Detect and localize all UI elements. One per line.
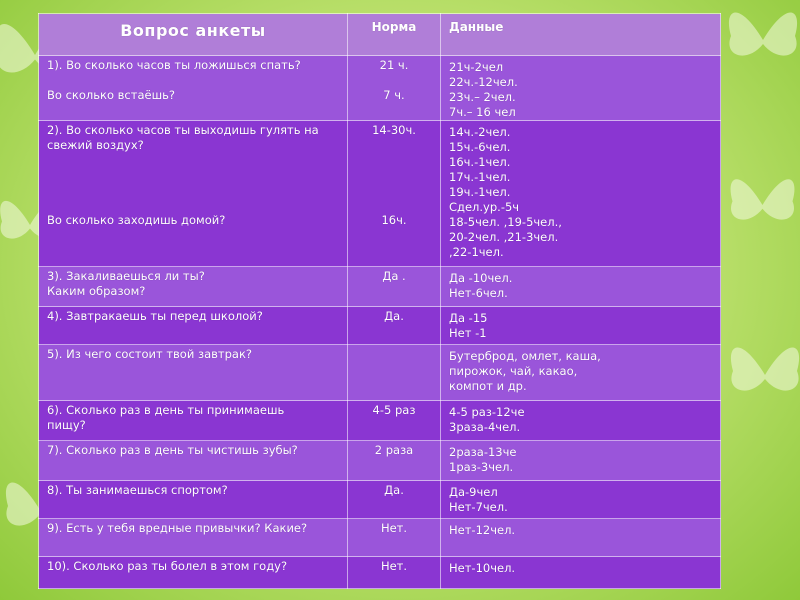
question-cell [39,401,348,441]
question-cell [39,56,348,121]
data-text: Нет-10чел. [449,561,516,575]
data-text: 4-5 раз-12че [449,405,525,419]
norm-cell [348,345,441,401]
data-text: 20-2чел. ,21-3чел. [449,230,559,244]
table-row [39,56,721,121]
norm-text: 14-30ч. [372,123,416,137]
data-text: 22ч.-12чел. [449,75,518,89]
butterfly-decoration-bottom-right [725,330,800,420]
table-row [39,121,721,267]
table-header-row [39,14,721,56]
table-row [39,481,721,519]
norm-cell [348,557,441,589]
survey-table [38,13,721,589]
norm-cell [348,441,441,481]
data-cell [441,481,721,519]
question-text: 2). Во сколько часов ты выходишь гулять на [47,123,319,137]
question-text: пищу? [47,418,86,432]
data-text: 16ч.-1чел. [449,155,511,169]
question-text: 7). Сколько раз в день ты чистишь зубы? [47,443,298,457]
data-text: 18-5чел. ,19-5чел., [449,215,562,229]
question-text: 6). Сколько раз в день ты принимаешь [47,403,285,417]
question-text [47,183,339,198]
norm-cell [348,401,441,441]
data-text: 3раза-4чел. [449,420,521,434]
question-cell [39,519,348,557]
data-text: Нет-7чел. [449,500,508,514]
data-text: Нет-6чел. [449,286,508,300]
norm-cell [348,519,441,557]
data-cell [441,345,721,401]
data-text: Да-9чел [449,485,498,499]
question-text [47,73,339,88]
data-text: Бутерброд, омлет, каша, [449,349,601,363]
question-cell [39,441,348,481]
question-text: Во сколько заходишь домой? [47,213,226,227]
norm-text: Нет. [380,521,408,535]
question-text: свежий воздух? [47,138,144,152]
norm-text: Да. [384,309,404,323]
data-text: 7ч.– 16 чел [449,105,516,119]
norm-text: 2 раза [374,443,414,457]
norm-text [356,168,432,183]
data-cell [441,56,721,121]
data-text: Сдел.ур.-5ч [449,200,520,214]
question-text [47,153,339,168]
data-text: 17ч.-1чел. [449,170,511,184]
norm-cell [348,121,441,267]
norm-text [356,198,432,213]
table-row [39,401,721,441]
question-cell [39,307,348,345]
question-text: 1). Во сколько часов ты ложишься спать? [47,58,301,72]
header-norm: Норма [348,14,441,56]
norm-text: 21 ч. [379,58,409,72]
data-text: 14ч.-2чел. [449,125,511,139]
question-cell [39,267,348,307]
norm-cell [348,56,441,121]
data-cell [441,519,721,557]
question-text: 4). Завтракаешь ты перед школой? [47,309,263,323]
norm-text [356,138,432,153]
norm-text: Да. [384,483,404,497]
question-text: 8). Ты занимаешься спортом? [47,483,228,497]
data-text: ,22-1чел. [449,245,504,259]
data-text: Да -10чел. [449,271,513,285]
table-row [39,307,721,345]
data-text: 1раз-3чел. [449,460,514,474]
data-cell [441,267,721,307]
data-text: 2раза-13че [449,445,517,459]
header-data: Данные [441,14,721,56]
question-text: 9). Есть у тебя вредные привычки? Какие? [47,521,308,535]
question-text [47,198,339,213]
norm-text [356,73,432,88]
data-cell [441,401,721,441]
question-text [47,168,339,183]
norm-cell [348,481,441,519]
data-text: компот и др. [449,379,527,393]
question-text: 5). Из чего состоит твой завтрак? [47,347,253,361]
question-cell [39,121,348,267]
norm-text [356,153,432,168]
norm-cell [348,307,441,345]
question-text: 3). Закаливаешься ли ты? [47,269,205,283]
question-text: Во сколько встаёшь? [47,88,175,102]
data-text: 21ч-2чел [449,60,504,74]
norm-text: Да . [382,269,406,283]
question-cell [39,481,348,519]
data-cell [441,557,721,589]
data-text: Да -15 [449,311,488,325]
data-cell [441,441,721,481]
norm-text: 16ч. [381,213,407,227]
norm-text: 4-5 раз [372,403,416,417]
question-text: 10). Сколько раз ты болел в этом году? [47,559,288,573]
butterfly-decoration-right [725,160,800,250]
table-row [39,345,721,401]
data-text: Нет -1 [449,326,487,340]
table-row [39,557,721,589]
data-text: 23ч.– 2чел. [449,90,516,104]
data-text: 15ч.-6чел. [449,140,511,154]
table-row [39,519,721,557]
data-cell [441,307,721,345]
data-text: пирожок, чай, какао, [449,364,578,378]
question-text: Каким образом? [47,284,146,298]
question-cell [39,557,348,589]
norm-text [356,183,432,198]
question-cell [39,345,348,401]
header-question: Вопрос анкеты [39,14,348,56]
data-cell [441,121,721,267]
table-row [39,267,721,307]
data-text: 19ч.-1чел. [449,185,511,199]
table-row [39,441,721,481]
norm-text: Нет. [380,559,408,573]
norm-text: 7 ч. [383,88,405,102]
data-text: Нет-12чел. [449,523,516,537]
norm-cell [348,267,441,307]
butterfly-decoration-top-right [718,0,800,80]
